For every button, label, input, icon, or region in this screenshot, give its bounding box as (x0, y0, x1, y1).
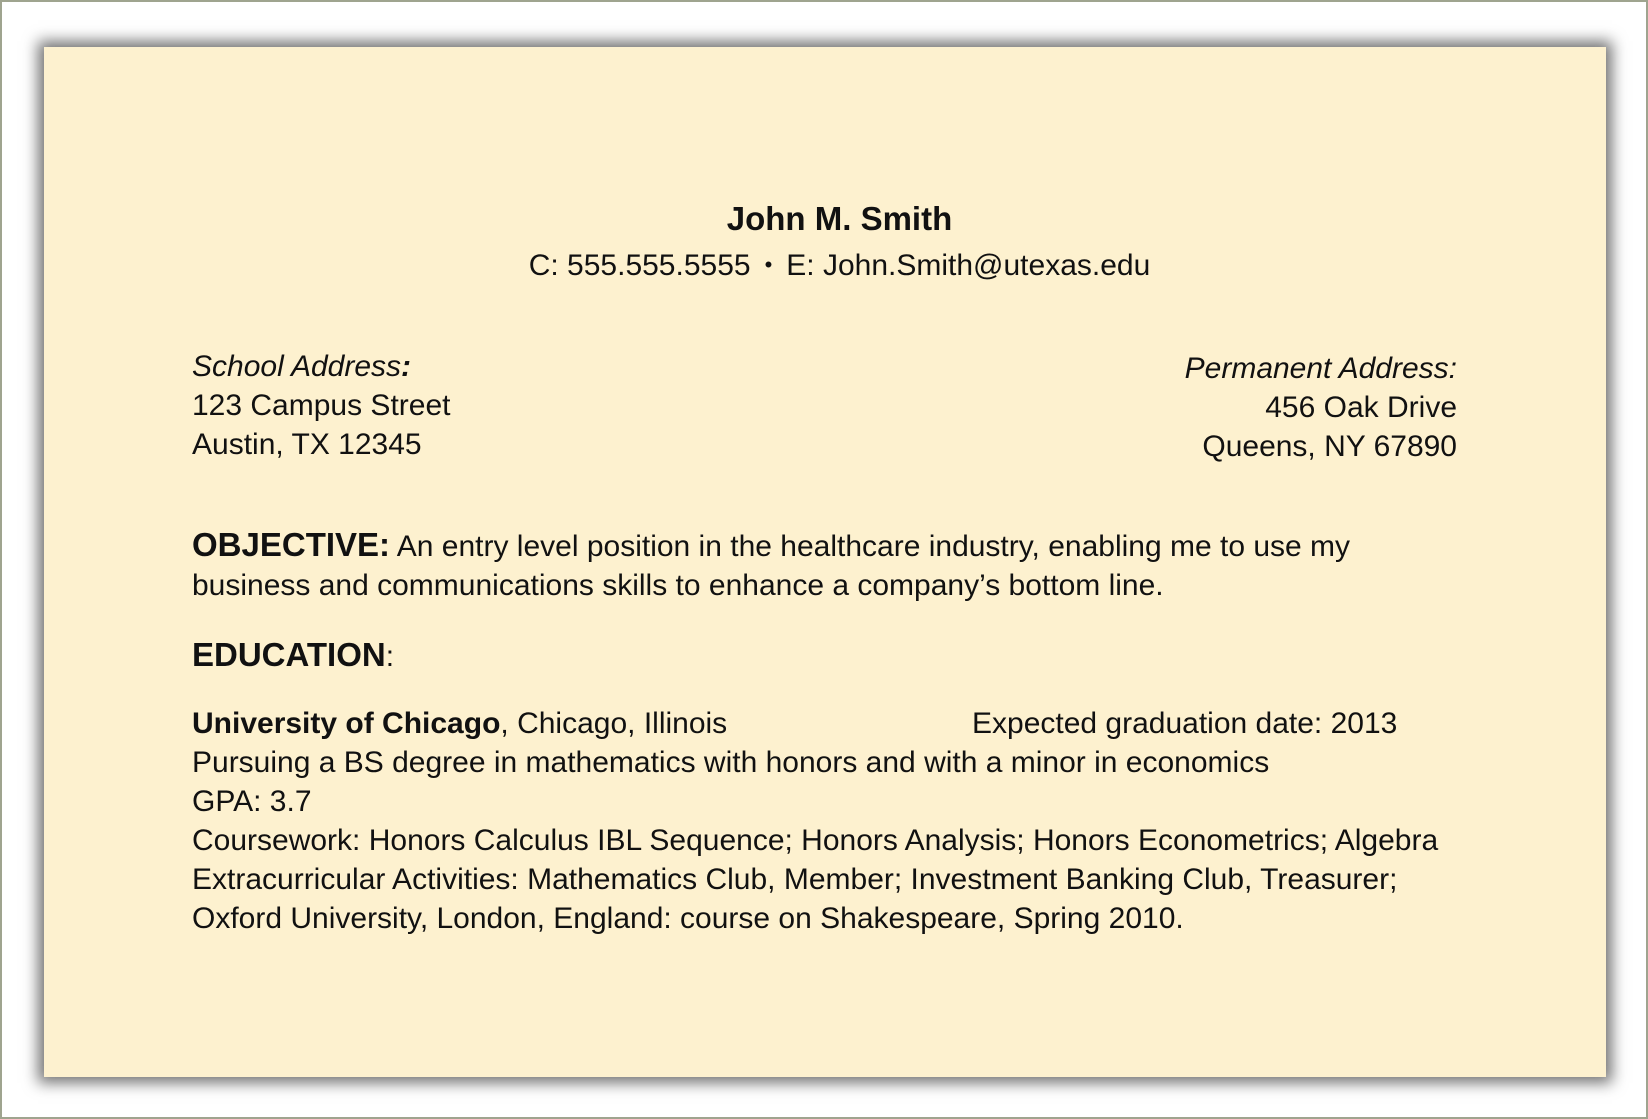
school-address-label: School Address: (192, 350, 412, 383)
objective-heading: OBJECTIVE: (192, 526, 391, 563)
gpa-line: GPA: 3.7 (192, 785, 312, 818)
email-address: E: John.Smith@utexas.edu (786, 249, 1151, 282)
resume-paper (44, 47, 1606, 1077)
resume-content (192, 197, 1457, 938)
objective-section (192, 525, 1457, 605)
contact-separator: • (764, 252, 773, 277)
school-address (192, 347, 450, 464)
school-address-line1: 123 Campus Street (192, 389, 451, 422)
degree-line: Pursuing a BS degree in mathematics with honors and with a minor in economics (192, 746, 1270, 779)
activities-line: Extracurricular Activities: Mathematics Club, Member; Investment Banking Club, Treasurer; (192, 863, 1398, 896)
school-address-line2: Austin, TX 12345 (192, 428, 422, 461)
permanent-address-label: Permanent Address: (1184, 352, 1457, 385)
education-heading: EDUCATION: (192, 636, 395, 673)
resume-name: John M. Smith (726, 200, 953, 237)
graduation-date: Expected graduation date: 2013 (972, 707, 1398, 740)
school-name: University of Chicago (192, 707, 501, 740)
permanent-address (1185, 349, 1457, 466)
permanent-address-line1: 456 Oak Drive (1265, 391, 1457, 424)
education-school-line (192, 704, 1457, 743)
education-section (192, 704, 1457, 938)
contact-line (222, 245, 1457, 285)
study-abroad-line: Oxford University, London, England: course on Shakespeare, Spring 2010. (192, 902, 1184, 935)
permanent-address-line2: Queens, NY 67890 (1202, 430, 1457, 463)
objective-text: An entry level position in the healthcare industry, enabling me to use my business and communications skills to enhance a company’s bottom line. (192, 530, 1351, 602)
phone-number: C: 555.555.5555 (528, 249, 751, 282)
addresses (192, 347, 1457, 467)
coursework-line: Coursework: Honors Calculus IBL Sequence; Honors Analysis; Honors Econometrics; Algebra (192, 824, 1439, 857)
school-location: , Chicago, Illinois (500, 707, 728, 740)
